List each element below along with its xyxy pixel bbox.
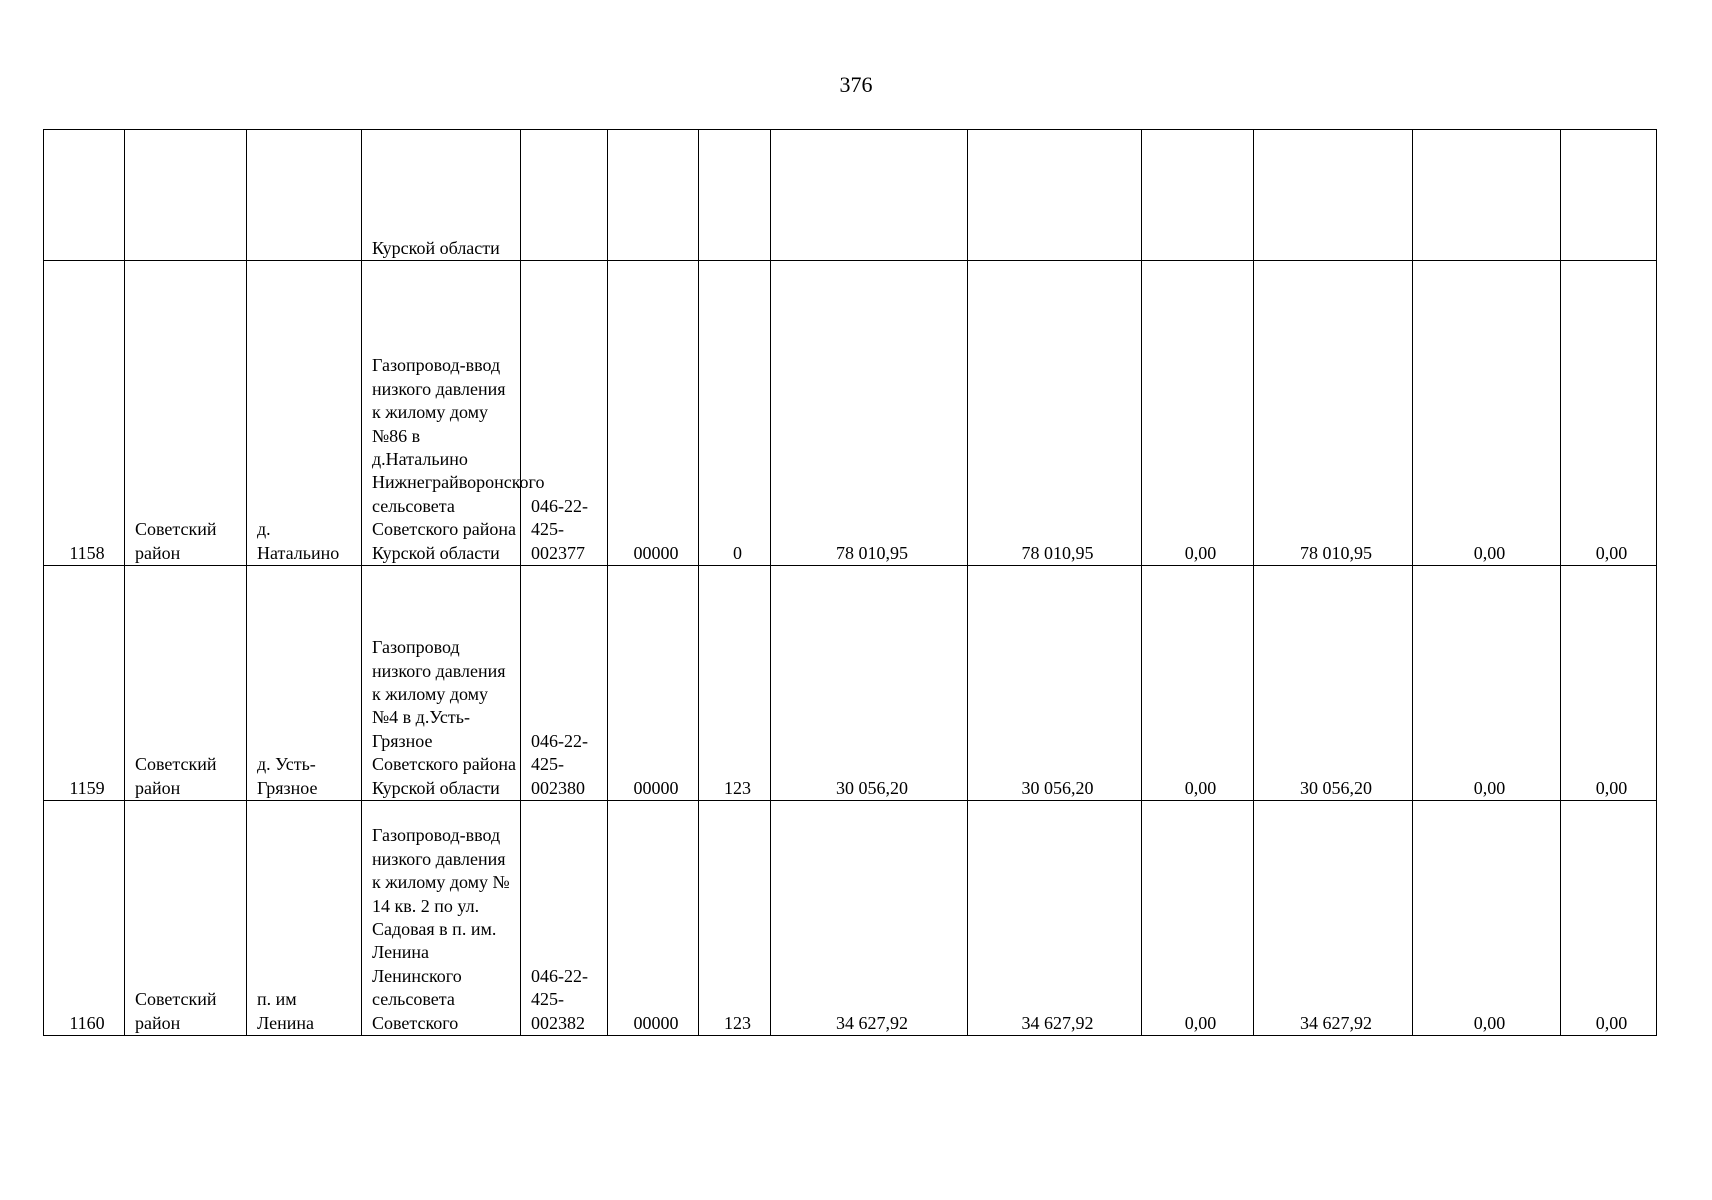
- cell-v1: [771, 130, 968, 261]
- table-row: [44, 801, 1657, 1036]
- cell-v4: 30 056,20: [1254, 566, 1413, 801]
- cell-c7: 123: [699, 566, 771, 801]
- table-row: [44, 261, 1657, 566]
- cell-num: 1159: [44, 566, 125, 801]
- cell-locality: п. им Ленина: [247, 801, 362, 1036]
- cell-description: Газопровод низкого давления к жилому дому №4 в д.Усть-Грязное Советского района Курской области: [362, 566, 521, 801]
- cell-v1: 78 010,95: [771, 261, 968, 566]
- cell-code: 046-22-425-002380: [521, 566, 608, 801]
- cell-num: 1158: [44, 261, 125, 566]
- cell-v3: 0,00: [1142, 566, 1254, 801]
- cell-c6: [608, 130, 699, 261]
- cell-c7: 0: [699, 261, 771, 566]
- cell-v2: 34 627,92: [968, 801, 1142, 1036]
- cell-description: Газопровод-ввод низкого давления к жилому дому № 14 кв. 2 по ул. Садовая в п. им. Ленина Ленинского сельсовета Советского: [362, 801, 521, 1036]
- cell-v6: 0,00: [1561, 261, 1657, 566]
- cell-v5: 0,00: [1413, 801, 1561, 1036]
- cell-v3: [1142, 130, 1254, 261]
- cell-code: 046-22-425-002382: [521, 801, 608, 1036]
- cell-v5: 0,00: [1413, 566, 1561, 801]
- cell-v3: 0,00: [1142, 261, 1254, 566]
- cell-v2: [968, 130, 1142, 261]
- cell-c6: 00000: [608, 261, 699, 566]
- table-row-continuation: [44, 130, 1657, 261]
- cell-v2: 30 056,20: [968, 566, 1142, 801]
- table-row: [44, 566, 1657, 801]
- cell-district: Советский район: [125, 566, 247, 801]
- cell-code: 046-22-425-002377: [521, 261, 608, 566]
- cell-v3: 0,00: [1142, 801, 1254, 1036]
- cell-district: [125, 130, 247, 261]
- cell-v4: 78 010,95: [1254, 261, 1413, 566]
- cell-c6: 00000: [608, 566, 699, 801]
- cell-v5: 0,00: [1413, 261, 1561, 566]
- cell-v1: 34 627,92: [771, 801, 968, 1036]
- cell-c7: 123: [699, 801, 771, 1036]
- cell-v1: 30 056,20: [771, 566, 968, 801]
- cell-code: [521, 130, 608, 261]
- cell-description: Курской области: [362, 130, 521, 261]
- cell-v4: [1254, 130, 1413, 261]
- cell-c7: [699, 130, 771, 261]
- cell-description: Газопровод-ввод низкого давления к жилому дому №86 в д.Натальино Нижнеграйворонского сельсовета Советского района Курской области: [362, 261, 521, 566]
- cell-v4: 34 627,92: [1254, 801, 1413, 1036]
- cell-num: 1160: [44, 801, 125, 1036]
- cell-v2: 78 010,95: [968, 261, 1142, 566]
- cell-v6: [1561, 130, 1657, 261]
- cell-num: [44, 130, 125, 261]
- cell-v6: 0,00: [1561, 566, 1657, 801]
- cell-locality: д. Натальино: [247, 261, 362, 566]
- cell-district: Советский район: [125, 801, 247, 1036]
- cell-district: Советский район: [125, 261, 247, 566]
- cell-locality: [247, 130, 362, 261]
- page-number: 376: [839, 72, 873, 97]
- cell-c6: 00000: [608, 801, 699, 1036]
- cell-v6: 0,00: [1561, 801, 1657, 1036]
- registry-table: [43, 129, 1657, 1036]
- cell-v5: [1413, 130, 1561, 261]
- cell-locality: д. Усть-Грязное: [247, 566, 362, 801]
